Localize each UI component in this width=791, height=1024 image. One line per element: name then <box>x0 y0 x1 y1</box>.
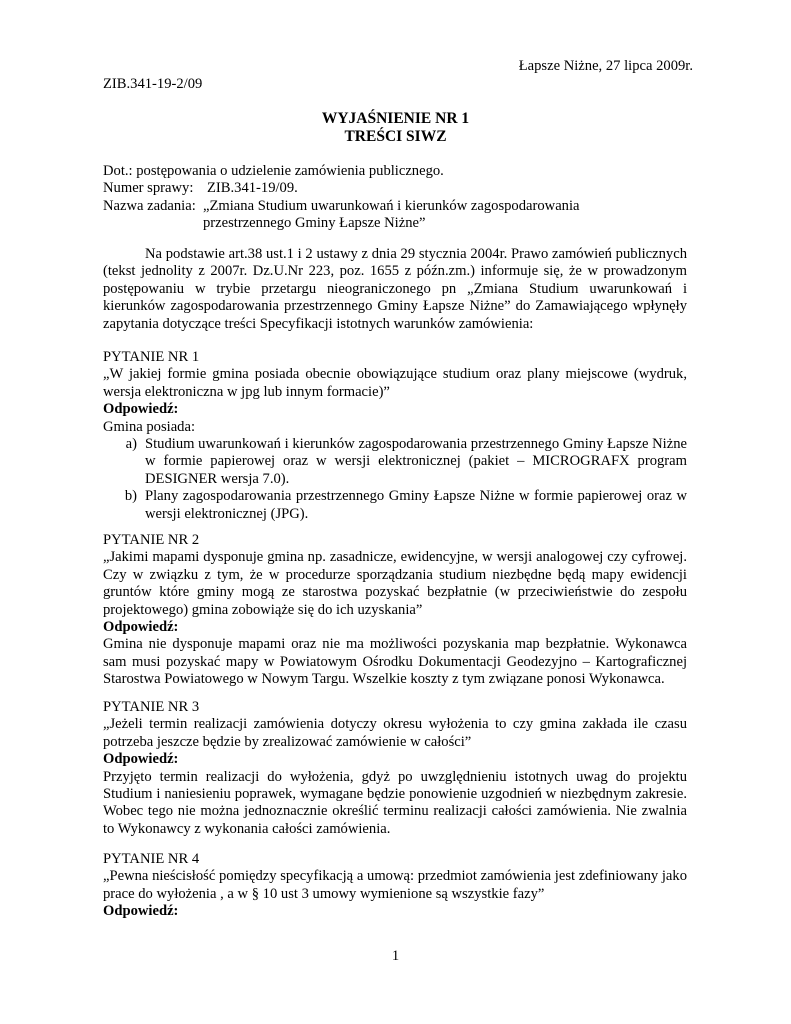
meta-numer-value: ZIB.341-19/09. <box>207 180 298 197</box>
document-title: WYJAŚNIENIE NR 1 <box>321 110 470 127</box>
question-1-answer: Gmina posiada: <box>103 418 196 435</box>
question-4-answer-label: Odpowiedź: <box>103 903 179 920</box>
list-item <box>103 488 687 523</box>
place-date: Łapsze Niżne, 27 lipca 2009r. <box>518 58 693 74</box>
page-number: 1 <box>391 948 400 964</box>
meta-nazwa-line1: „Zmiana Studium uwarunkowań i kierunków zagospodarowania <box>203 197 580 214</box>
question-3 <box>103 699 687 838</box>
meta-dot: Dot.: postępowania o udzielenie zamówienia publicznego. <box>103 163 444 179</box>
question-1-answer-list <box>103 436 687 523</box>
question-1-text: „W jakiej formie gmina posiada obecnie obowiązujące studium oraz plany miejscowe (wydruk, wersja elektroniczna w jpg lub innym formacie)” <box>103 366 687 400</box>
list-item-text: Studium uwarunkowań i kierunków zagospodarowania przestrzennego Gminy Łapsze Niżne w formie papierowej oraz w wersji elektronicznej (pakiet – MICROGRAFX program DESIGNER wersja 7.0). <box>145 436 687 487</box>
question-2-heading: PYTANIE NR 2 <box>103 532 200 548</box>
list-marker: a) <box>125 436 137 453</box>
document-subtitle: TREŚCI SIWZ <box>344 128 447 145</box>
list-marker: b) <box>124 488 137 505</box>
question-3-text: „Jeżeli termin realizacji zamówienia dotyczy okresu wyłożenia to czy gmina zakłada ile czasu potrzeba jeszcze będzie by zrealizować zamówienie w całości” <box>103 716 687 750</box>
question-1 <box>103 349 687 523</box>
meta-numer-label: Numer sprawy: <box>103 180 194 197</box>
question-3-answer: Przyjęto termin realizacji do wyłożenia, gdyż po uwzględnieniu istotnych uwag do projektu Studium i naniesieniu poprawek, wymagane będzie ponowienie uzgodnień w niezbędnym zakresie. Wobec tego nie można jednoznacznie określić terminu realizacji całości zamówienia. Nie zwalnia to Wykonawcy z wykonania całości zamówienia. <box>103 768 687 837</box>
question-2-text: „Jakimi mapami dysponuje gmina np. zasadnicze, ewidencyjne, w wersji analogowej czy cyfrowej. Czy w związku z tym, że w procedurze sporządzania studium niezbędne będą mapy ewidencji gruntów które gminy mogą ze starostwa pozyskać bezpłatnie (w przeciwieństwie do zespołu projektowego) gmina zobowiąże się do ich uzyskania” <box>103 549 687 618</box>
question-2-answer-label: Odpowiedź: <box>103 619 179 636</box>
case-metadata <box>103 163 580 233</box>
question-3-answer-label: Odpowiedź: <box>103 751 179 768</box>
meta-nazwa-row <box>103 198 580 215</box>
question-1-heading: PYTANIE NR 1 <box>103 349 200 365</box>
meta-nazwa-line2: przestrzennego Gminy Łapsze Niżne” <box>203 215 426 232</box>
question-1-answer-label: Odpowiedź: <box>103 401 179 418</box>
question-4-heading: PYTANIE NR 4 <box>103 851 200 867</box>
intro-paragraph: Na podstawie art.38 ust.1 i 2 ustawy z dnia 29 stycznia 2004r. Prawo zamówień publicznych (tekst jednolity z 2007r. Dz.U.Nr 223, poz. 1655 z późn.zm.) informuje się, że w prowadzonym postępowaniu w trybie przetargu nieograniczonego pn „Zmiana Studium uwarunkowań i kierunków zagospodarowania przestrzennego Gminy Łapsze Niżne” do Zamawiającego wpłynęły zapytania dotyczące treści Specyfikacji istotnych warunków zamówienia: <box>103 246 687 332</box>
reference-number: ZIB.341-19-2/09 <box>103 76 203 92</box>
question-2-answer: Gmina nie dysponuje mapami oraz nie ma możliwości pozyskania map bezpłatnie. Wykonawca sam musi pozyskać mapy w Powiatowym Ośrodku Dokumentacji Geodezyjno – Kartograficznej Starostwa Powiatowego w Nowym Targu. Wszelkie koszty z tym związane ponosi Wykonawca. <box>103 636 687 688</box>
question-2 <box>103 532 687 689</box>
question-3-heading: PYTANIE NR 3 <box>103 699 200 715</box>
list-item-text: Plany zagospodarowania przestrzennego Gminy Łapsze Niżne w formie papierowej oraz w wersji elektronicznej (JPG). <box>145 488 687 522</box>
question-4 <box>103 851 687 921</box>
list-item <box>103 436 687 488</box>
question-4-text: „Pewna nieścisłość pomiędzy specyfikacją a umową: przedmiot zamówienia jest zdefiniowany jako prace do wyłożenia , a w § 10 ust 3 umowy wymienione są wszystkie fazy” <box>103 868 687 902</box>
meta-numer-row <box>103 180 580 197</box>
meta-nazwa-label: Nazwa zadania: <box>103 197 196 214</box>
